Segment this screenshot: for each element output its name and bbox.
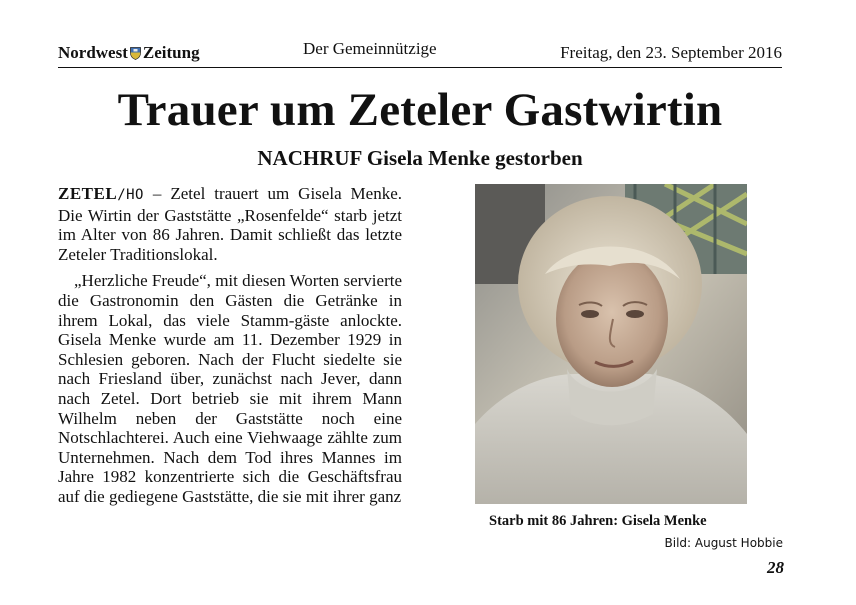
section-name: Der Gemeinnützige (303, 39, 437, 58)
issue-date: Freitag, den 23. September 2016 (560, 43, 782, 62)
photo-credit: Bild: August Hobbie (664, 536, 783, 550)
photo-caption: Starb mit 86 Jahren: Gisela Menke (489, 513, 707, 529)
dateline (58, 184, 144, 203)
dateline-place: ZETEL (58, 184, 118, 203)
portrait-image (475, 184, 747, 504)
crest-icon (130, 47, 141, 60)
article-body (58, 184, 402, 507)
headline: Trauer um Zeteler Gastwirtin (117, 84, 723, 136)
subheadline: NACHRUF Gisela Menke gestorben (257, 146, 583, 170)
newspaper-name-right: Zeitung (142, 43, 200, 62)
paragraph-1-text: – Zetel trauert um Gisela Menke. Die Wirtin der Gaststätte „Rosenfelde“ starb jetzt im Alter von 86 Jahren. Damit schließt das letzte Zeteler Traditionslokal. (58, 184, 402, 264)
newspaper-name-left: Nordwest (58, 43, 128, 62)
masthead (58, 41, 782, 68)
paragraph-1 (58, 184, 402, 264)
page-number: 28 (767, 558, 784, 577)
portrait-photo (475, 184, 747, 504)
dateline-agency: /HO (117, 187, 144, 203)
newspaper-name (58, 43, 200, 67)
paragraph-2: „Herzliche Freude“, mit diesen Worten servierte die Gastronomin den Gästen die Getränke in ihrem Lokal, das viele Stamm-gäste anlockte. Gisela Menke wurde am 11. Dezember 1929 in Schlesien geboren. Nach der Flucht siedelte sie nach Friesland über, zunächst nach Jever, dann nach Zetel. Dort betrieb sie mit ihrem Mann Wilhelm neben der Gaststätte noch eine Notschlachterei. Auch eine Viehwaage zählte zum Unternehmen. Nach dem Tod ihres Mannes im Jahre 1982 konzentrierte sich die Geschäftsfrau auf die gediegene Gaststätte, die sie mit ihrer ganz (58, 271, 402, 506)
